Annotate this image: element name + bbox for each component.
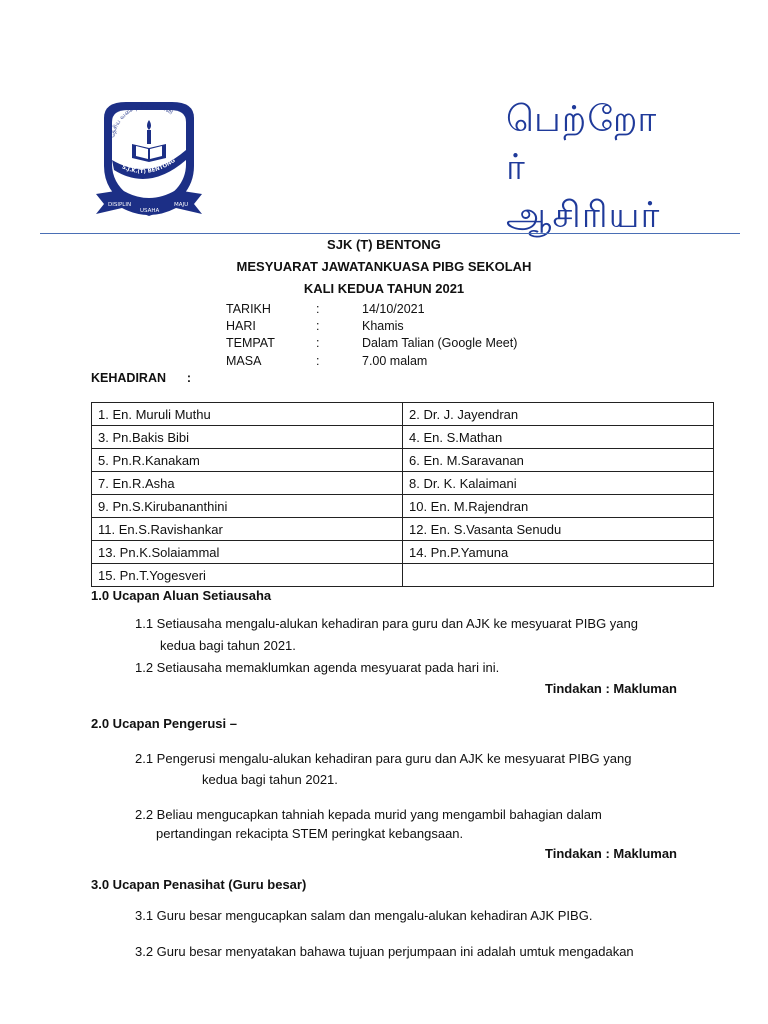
- meta-value: 14/10/2021: [362, 302, 425, 316]
- section-1-action: Tindakan : Makluman: [545, 681, 677, 696]
- table-row: [92, 426, 714, 449]
- school-name: SJK (T) BENTONG: [327, 237, 441, 252]
- table-cell: 10. En. M.Rajendran: [403, 495, 714, 518]
- table-cell: 5. Pn.R.Kanakam: [92, 449, 403, 472]
- meta-colon: :: [316, 302, 320, 316]
- section-1-2: 1.2 Setiausaha memaklumkan agenda mesyuarat pada hari ini.: [135, 660, 500, 675]
- meta-key: MASA: [226, 354, 262, 368]
- logo-ribbon-word-1: DISIPLIN: [108, 202, 132, 208]
- tamil-title-line-2: ர்: [506, 147, 526, 188]
- section-2-action: Tindakan : Makluman: [545, 846, 677, 861]
- section-3-2: 3.2 Guru besar menyatakan bahawa tujuan perjumpaan ini adalah umtuk mengadakan: [135, 944, 634, 959]
- logo-ribbon-word-2: USAHA: [140, 208, 160, 214]
- section-1-1-line-1: 1.1 Setiausaha mengalu-alukan kehadiran para guru dan AJK ke mesyuarat PIBG yang: [135, 616, 638, 631]
- section-2-1-line-1: 2.1 Pengerusi mengalu-alukan kehadiran para guru dan AJK ke mesyuarat PIBG yang: [135, 751, 632, 766]
- header-divider: [40, 233, 740, 234]
- table-row: [92, 449, 714, 472]
- table-row: [92, 472, 714, 495]
- meta-key: TARIKH: [226, 302, 271, 316]
- table-row: [92, 518, 714, 541]
- section-1-1-line-2: kedua bagi tahun 2021.: [160, 638, 296, 653]
- logo-ring-text: தேசிய வகை தமிழ்ப் பள்ளி: [109, 101, 174, 139]
- table-cell: [403, 564, 714, 587]
- tamil-title: [506, 96, 660, 240]
- table-cell: 4. En. S.Mathan: [403, 426, 714, 449]
- table-cell: 13. Pn.K.Solaiammal: [92, 541, 403, 564]
- logo-ribbon-word-3: MAJU: [174, 202, 189, 208]
- table-row: [92, 403, 714, 426]
- meeting-title: MESYUARAT JAWATANKUASA PIBG SEKOLAH: [236, 259, 532, 274]
- meta-value: Dalam Talian (Google Meet): [362, 336, 518, 350]
- table-row: [92, 541, 714, 564]
- meta-colon: :: [316, 354, 320, 368]
- tamil-title-line-1: பெற்றோ: [506, 99, 658, 140]
- meeting-session: KALI KEDUA TAHUN 2021: [303, 281, 465, 296]
- meta-key: TEMPAT: [226, 336, 275, 350]
- meta-value: Khamis: [362, 319, 404, 333]
- tamil-title-line-3: ஆசிரியர்: [506, 195, 661, 236]
- meta-value: 7.00 malam: [362, 354, 428, 368]
- table-row: [92, 564, 714, 587]
- section-2-1-line-2: kedua bagi tahun 2021.: [202, 772, 338, 787]
- logo-band-text: S.J.K.(T) BENTONG: [120, 157, 177, 176]
- section-3-1: 3.1 Guru besar mengucapkan salam dan mengalu-alukan kehadiran AJK PIBG.: [135, 908, 593, 923]
- meta-colon: :: [316, 336, 320, 350]
- table-cell: 6. En. M.Saravanan: [403, 449, 714, 472]
- school-logo: [96, 96, 202, 222]
- section-2-heading: 2.0 Ucapan Pengerusi –: [91, 716, 237, 731]
- table-cell: 9. Pn.S.Kirubananthini: [92, 495, 403, 518]
- table-cell: 2. Dr. J. Jayendran: [403, 403, 714, 426]
- section-2-2-line-2: pertandingan rekacipta STEM peringkat kebangsaan.: [156, 826, 464, 841]
- attendance-label: KEHADIRAN :: [91, 371, 191, 385]
- meta-colon: :: [316, 319, 320, 333]
- section-3-heading: 3.0 Ucapan Penasihat (Guru besar): [91, 877, 307, 892]
- table-cell: 12. En. S.Vasanta Senudu: [403, 518, 714, 541]
- meta-key: HARI: [226, 319, 256, 333]
- table-cell: 8. Dr. K. Kalaimani: [403, 472, 714, 495]
- table-cell: 7. En.R.Asha: [92, 472, 403, 495]
- table-row: [92, 495, 714, 518]
- section-1-heading: 1.0 Ucapan Aluan Setiausaha: [91, 588, 272, 603]
- table-cell: 15. Pn.T.Yogesveri: [92, 564, 403, 587]
- table-cell: 14. Pn.P.Yamuna: [403, 541, 714, 564]
- attendance-table: [91, 402, 714, 587]
- table-cell: 1. En. Muruli Muthu: [92, 403, 403, 426]
- table-cell: 11. En.S.Ravishankar: [92, 518, 403, 541]
- table-cell: 3. Pn.Bakis Bibi: [92, 426, 403, 449]
- section-2-2-line-1: 2.2 Beliau mengucapkan tahniah kepada murid yang mengambil bahagian dalam: [135, 807, 602, 822]
